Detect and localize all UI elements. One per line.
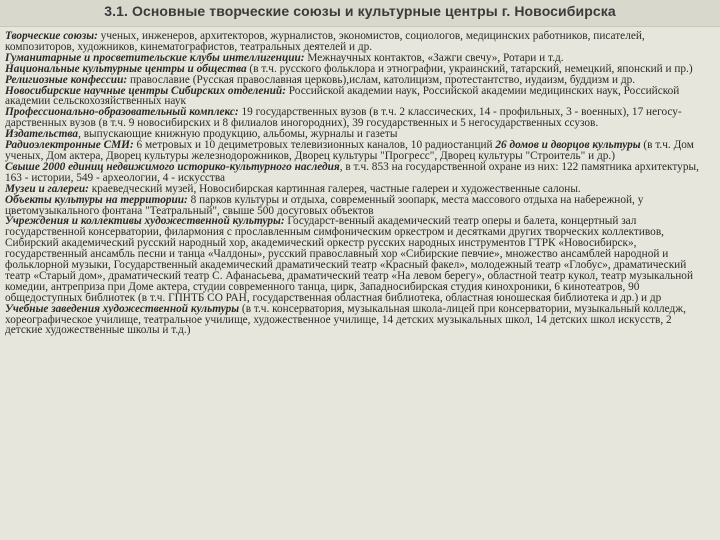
paragraph-label: Музеи и галереи: [5,182,89,195]
paragraph-text: православие (Русская православная церковь),ислам, католицизм, протестантство, иудаизм, буддизм и др. [127,73,636,86]
paragraph-text: (в т.ч. русского фольклора и этнографии, украинский, татарский, немецкий, японский и пр.) [246,62,693,75]
paragraph-label: Издательства [5,128,79,141]
paragraph-label: Религиозные конфессии: [5,73,128,86]
paragraph-label: Профессионально-образовательный комплекс: [5,106,239,119]
paragraph-text: ученых, инженеров, архитекторов, журналистов, экономистов, социологов, медицинских работников, писателей, композиторов, художников, кинематографистов, театральных деятелей и др. [5,30,645,53]
paragraph-text: , выпускающие книжную продукцию, альбомы, журналы и газеты [78,128,398,141]
title-bar [0,0,720,27]
paragraph-label: Радиоэлектронные СМИ: [5,139,134,152]
paragraph-creative-unions [5,31,711,53]
paragraph-label: Учреждения и коллективы художественной культуры: [5,215,285,228]
paragraph-heritage [5,162,711,184]
paragraph-institutions [5,216,711,303]
paragraph-text: , в т.ч. 853 на государственной охране из них: 122 памятника архитектуры, 163 - истории, 549 - археологии, 4 - искусства [5,160,699,184]
paragraph-science-centers [5,86,711,108]
paragraph-label: Свыше 2000 единиц недвижимого историко-культурного наследия [5,160,340,173]
paragraph-text: краеведческий музей, Новосибирская картинная галерея, частные галереи и художественные салоны. [88,182,581,195]
paragraph-text: Государст-венный академический театр оперы и балета, концертный зал государственной консерватории, филармония с прославленным симфоническим оркестром и десятками других творческих коллективов, Сибирский академический русский народный хор, академический оркестр русских народных инструментов ГТРК «Новосибирск», государственный ансамбль песни и танца «Чалдоны», русский православный хор «Сибирские певчие», множество ансамблей народной и фольклорной музыки, Государственный академический драматический театр «Красный факел», молодежный театр «Глобус», драматический театр «Старый дом», драматический театр С. Афанасьева, драматический театр «На левом берегу», областной театр кукол, театр музыкальной комедии, антреприза при Доме актера, студии современного танца, цирк, Западносибирская студия кинохроники, 6 кинотеатров, 90 общедоступных библиотек (в т.ч. ГПНТБ СО РАН, государственная областная библиотека, областная юношеская библиотека и др.) и др [5,215,694,304]
paragraph-label: Гуманитарные и просветительские клубы интеллигенции: [5,51,305,64]
paragraph-text: (в т.ч. Дом ученых, Дом актера, Дворец культуры железнодорожников, Дворец культуры "Прогресс", Дворец культуры "Строитель" и др.) [5,139,694,162]
paragraph-label: Учебные заведения художественной культуры [5,302,240,315]
content-body [5,31,711,336]
paragraph-media [5,140,711,162]
paragraph-education [5,107,711,129]
paragraph-text: (в т.ч. консерватория, музыкальная школа-лицей при консерватории, музыкальный колледж, хореографическое училище, театральное училище, художественное училище, 14 детских музыкальных школ, 14 детских школ искусств, 2 детские художественные школы и т.д.) [5,302,686,337]
paragraph-text: Российской академии наук, Российской академии медицинских наук, Российской академии сельскохозяйственных наук [5,84,680,108]
paragraph-label: Объекты культуры на территории: [5,193,188,206]
paragraph-highlight: 26 домов и дворцов культуры [495,139,641,152]
paragraph-text: 19 государственных вузов (в т.ч. 2 классических, 14 - профильных, 3 - военных), 17 негосу- дарственных вузов (в т.ч. 9 новосибирских и 8 филиалов иногородних), 39 государственных и 5 негосударственных ссузов. [5,106,682,130]
paragraph-label: Творческие союзы: [5,30,98,42]
paragraph-culture-objects [5,195,711,217]
paragraph-text: 6 метровых и 10 дециметровых телевизионных каналов, 10 радиостанций [133,139,496,152]
paragraph-text: Межнаучных контактов, «Зажги свечу», Ротари и т.д. [304,51,564,64]
paragraph-label: Национальные культурные центры и общества [5,62,247,75]
paragraph-art-schools [5,304,711,337]
paragraph-text: 8 парков культуры и отдыха, современный зоопарк, места массового отдыха на набережной, у цветомузыкального фонтана "Театральный", свыше 500 досуговых объектов [5,193,644,217]
slide-title: 3.1. Основные творческие союзы и культурные центры г. Новосибирска [104,3,616,19]
paragraph-label: Новосибирские научные центры Сибирских отделений: [5,84,286,97]
